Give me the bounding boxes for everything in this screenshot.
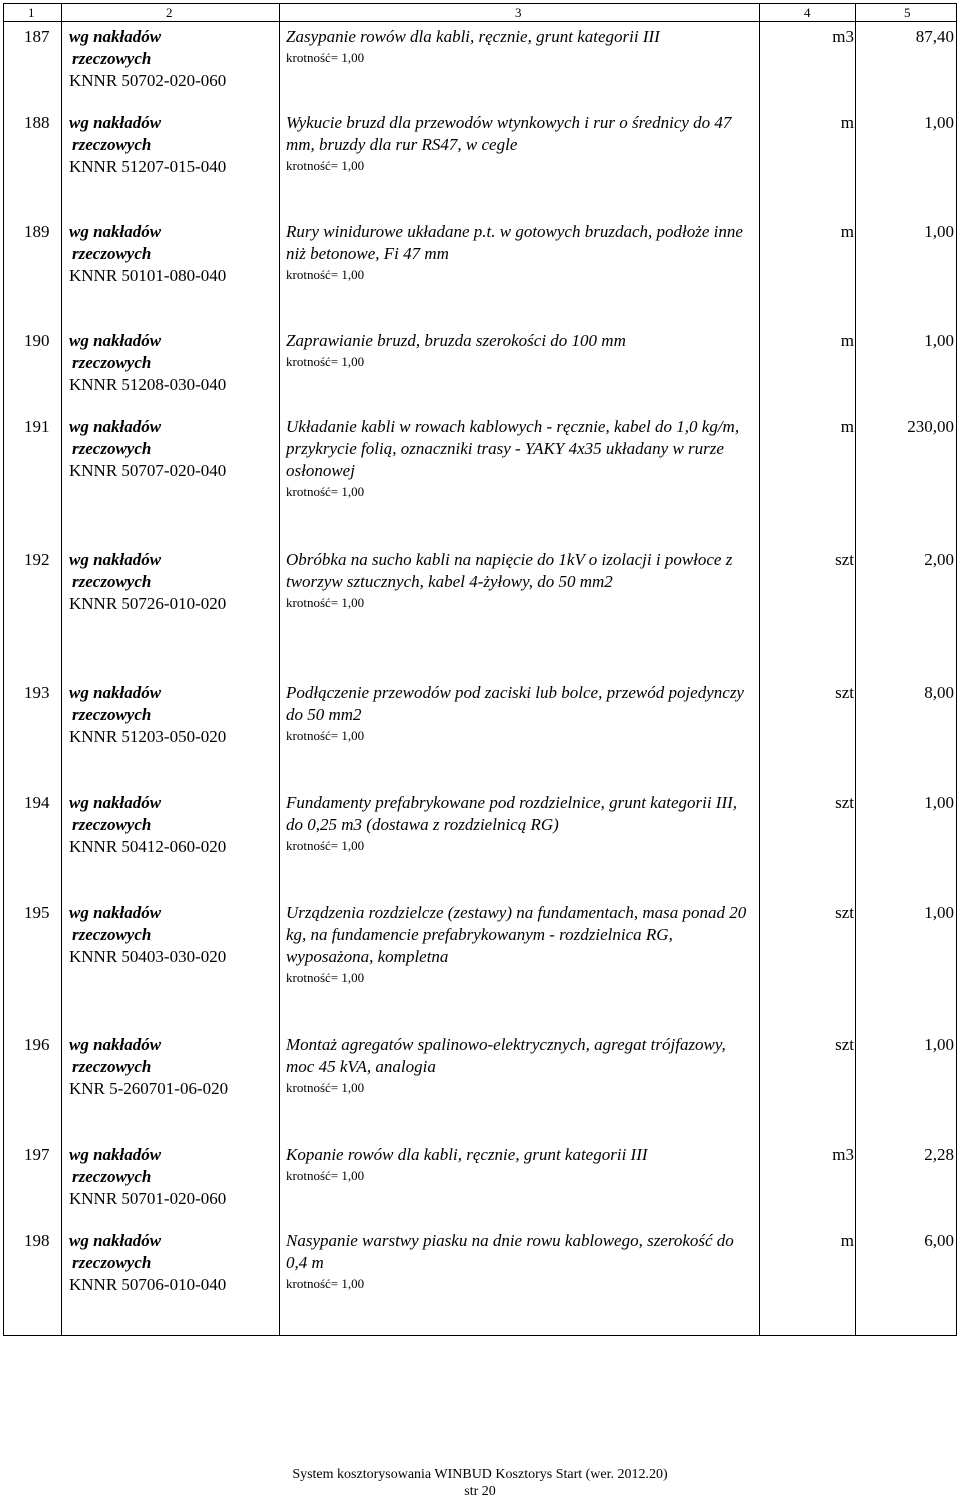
- basis-cell: [69, 221, 274, 287]
- quantity-cell: 8,00: [924, 683, 954, 702]
- basis-code: KNNR 50726-010-020: [69, 594, 227, 613]
- basis-line: rzeczowych: [72, 439, 152, 458]
- basis-code: KNNR 50707-020-040: [69, 461, 227, 480]
- factor-text: krotność= 1,00: [286, 267, 365, 282]
- description-text: Zasypanie rowów dla kabli, ręcznie, grunt kategorii III: [286, 27, 660, 46]
- column-header-3: 3: [515, 5, 522, 20]
- basis-line: wg nakładów: [69, 331, 162, 350]
- description-cell: [286, 330, 756, 372]
- basis-line: rzeczowych: [72, 1167, 152, 1186]
- basis-cell: [69, 112, 274, 178]
- factor-text: krotność= 1,00: [286, 970, 365, 985]
- description-cell: [286, 416, 756, 502]
- basis-line: wg nakładów: [69, 1231, 162, 1250]
- position-number: 191: [24, 417, 50, 436]
- basis-cell: [69, 1144, 274, 1210]
- basis-line: wg nakładów: [69, 793, 162, 812]
- unit-cell: m3: [832, 1145, 854, 1164]
- unit-cell: m: [840, 113, 854, 132]
- quantity-cell: 1,00: [924, 222, 954, 241]
- position-number: 192: [24, 550, 50, 569]
- basis-code: KNNR 50412-060-020: [69, 837, 227, 856]
- quantity-cell: 1,00: [924, 1035, 954, 1054]
- basis-cell: [69, 902, 274, 968]
- basis-line: wg nakładów: [69, 1035, 162, 1054]
- position-number: 194: [24, 793, 50, 812]
- position-number: 198: [24, 1231, 50, 1250]
- quantity-cell: 1,00: [924, 793, 954, 812]
- column-divider: [61, 4, 62, 1335]
- column-divider: [759, 4, 760, 1335]
- description-text: Układanie kabli w rowach kablowych - ręcznie, kabel do 1,0 kg/m, przykrycie folią, oznaczniki trasy - YAKY 4x35 układany w rurze osłonowej: [286, 417, 740, 480]
- basis-line: rzeczowych: [72, 1057, 152, 1076]
- basis-code: KNNR 51208-030-040: [69, 375, 227, 394]
- basis-code: KNNR 50702-020-060: [69, 71, 227, 90]
- basis-line: rzeczowych: [72, 49, 152, 68]
- quantity-cell: 2,28: [924, 1145, 954, 1164]
- basis-code: KNNR 50101-080-040: [69, 266, 227, 285]
- description-cell: [286, 1034, 756, 1098]
- basis-cell: [69, 682, 274, 748]
- description-text: Podłączenie przewodów pod zaciski lub bolce, przewód pojedynczy do 50 mm2: [286, 683, 744, 724]
- column-header-4: 4: [804, 5, 811, 20]
- description-text: Zaprawianie bruzd, bruzda szerokości do 100 mm: [286, 331, 626, 350]
- position-number: 197: [24, 1145, 50, 1164]
- basis-line: wg nakładów: [69, 550, 162, 569]
- description-text: Nasypanie warstwy piasku na dnie rowu kablowego, szerokość do 0,4 m: [286, 1231, 734, 1272]
- position-number: 195: [24, 903, 50, 922]
- factor-text: krotność= 1,00: [286, 838, 365, 853]
- cost-estimate-table: [3, 3, 957, 1336]
- description-cell: [286, 112, 756, 176]
- description-cell: [286, 221, 756, 285]
- column-divider: [279, 4, 280, 1335]
- basis-line: rzeczowych: [72, 135, 152, 154]
- basis-code: KNNR 51207-015-040: [69, 157, 227, 176]
- basis-line: wg nakładów: [69, 903, 162, 922]
- quantity-cell: 6,00: [924, 1231, 954, 1250]
- description-cell: [286, 902, 756, 988]
- description-cell: [286, 682, 756, 746]
- basis-code: KNNR 50701-020-060: [69, 1189, 227, 1208]
- description-text: Rury winidurowe układane p.t. w gotowych bruzdach, podłoże inne niż betonowe, Fi 47 mm: [286, 222, 743, 263]
- description-text: Kopanie rowów dla kabli, ręcznie, grunt kategorii III: [286, 1145, 648, 1164]
- description-cell: [286, 792, 756, 856]
- description-cell: [286, 1230, 756, 1294]
- unit-cell: m: [840, 222, 854, 241]
- column-header-5: 5: [904, 5, 911, 20]
- quantity-cell: 230,00: [907, 417, 954, 436]
- column-header-2: 2: [166, 5, 173, 20]
- position-number: 189: [24, 222, 50, 241]
- basis-line: rzeczowych: [72, 353, 152, 372]
- basis-line: rzeczowych: [72, 1253, 152, 1272]
- description-text: Montaż agregatów spalinowo-elektrycznych, agregat trójfazowy, moc 45 kVA, analogia: [286, 1035, 726, 1076]
- unit-cell: szt: [835, 903, 854, 922]
- description-cell: [286, 549, 756, 613]
- basis-line: rzeczowych: [72, 925, 152, 944]
- unit-cell: szt: [835, 550, 854, 569]
- page-number: str 20: [464, 1484, 496, 1499]
- basis-cell: [69, 26, 274, 92]
- basis-line: wg nakładów: [69, 27, 162, 46]
- column-header-1: 1: [28, 5, 35, 20]
- basis-cell: [69, 792, 274, 858]
- factor-text: krotność= 1,00: [286, 595, 365, 610]
- basis-line: wg nakładów: [69, 222, 162, 241]
- factor-text: krotność= 1,00: [286, 484, 365, 499]
- quantity-cell: 2,00: [924, 550, 954, 569]
- unit-cell: m: [840, 417, 854, 436]
- basis-code: KNNR 51203-050-020: [69, 727, 227, 746]
- unit-cell: szt: [835, 793, 854, 812]
- basis-line: rzeczowych: [72, 705, 152, 724]
- basis-line: wg nakładów: [69, 683, 162, 702]
- basis-code: KNR 5-260701-06-020: [69, 1079, 229, 1098]
- unit-cell: m: [840, 1231, 854, 1250]
- description-text: Obróbka na sucho kabli na napięcie do 1kV o izolacji i powłoce z tworzyw sztucznych, kabel 4-żyłowy, do 50 mm2: [286, 550, 733, 591]
- unit-cell: m3: [832, 27, 854, 46]
- position-number: 187: [24, 27, 50, 46]
- basis-line: wg nakładów: [69, 113, 162, 132]
- factor-text: krotność= 1,00: [286, 158, 365, 173]
- factor-text: krotność= 1,00: [286, 50, 365, 65]
- basis-cell: [69, 330, 274, 396]
- basis-code: KNNR 50706-010-040: [69, 1275, 227, 1294]
- basis-line: wg nakładów: [69, 1145, 162, 1164]
- factor-text: krotność= 1,00: [286, 728, 365, 743]
- footer-system-text: System kosztorysowania WINBUD Kosztorys Start (wer. 2012.20): [292, 1467, 668, 1482]
- page-footer: [0, 1466, 960, 1500]
- basis-line: wg nakładów: [69, 417, 162, 436]
- description-text: Fundamenty prefabrykowane pod rozdzielnice, grunt kategorii III, do 0,25 m3 (dostawa z rozdzielnicą RG): [286, 793, 738, 834]
- unit-cell: szt: [835, 683, 854, 702]
- position-number: 188: [24, 113, 50, 132]
- factor-text: krotność= 1,00: [286, 1080, 365, 1095]
- basis-cell: [69, 1230, 274, 1296]
- basis-line: rzeczowych: [72, 572, 152, 591]
- factor-text: krotność= 1,00: [286, 1276, 365, 1291]
- header-divider: [4, 21, 956, 22]
- position-number: 190: [24, 331, 50, 350]
- basis-code: KNNR 50403-030-020: [69, 947, 227, 966]
- column-divider: [855, 4, 856, 1335]
- description-text: Wykucie bruzd dla przewodów wtynkowych i rur o średnicy do 47 mm, bruzdy dla rur RS47, w cegle: [286, 113, 732, 154]
- description-text: Urządzenia rozdzielcze (zestawy) na fundamentach, masa ponad 20 kg, na fundamencie prefabrykowanym - rozdzielnica RG, wyposażona, kompletna: [286, 903, 747, 966]
- unit-cell: m: [840, 331, 854, 350]
- quantity-cell: 1,00: [924, 113, 954, 132]
- factor-text: krotność= 1,00: [286, 354, 365, 369]
- description-cell: [286, 26, 756, 68]
- basis-line: rzeczowych: [72, 244, 152, 263]
- basis-cell: [69, 416, 274, 482]
- description-cell: [286, 1144, 756, 1186]
- position-number: 196: [24, 1035, 50, 1054]
- basis-cell: [69, 549, 274, 615]
- basis-cell: [69, 1034, 274, 1100]
- basis-line: rzeczowych: [72, 815, 152, 834]
- factor-text: krotność= 1,00: [286, 1168, 365, 1183]
- unit-cell: szt: [835, 1035, 854, 1054]
- position-number: 193: [24, 683, 50, 702]
- quantity-cell: 1,00: [924, 903, 954, 922]
- quantity-cell: 1,00: [924, 331, 954, 350]
- quantity-cell: 87,40: [915, 27, 954, 46]
